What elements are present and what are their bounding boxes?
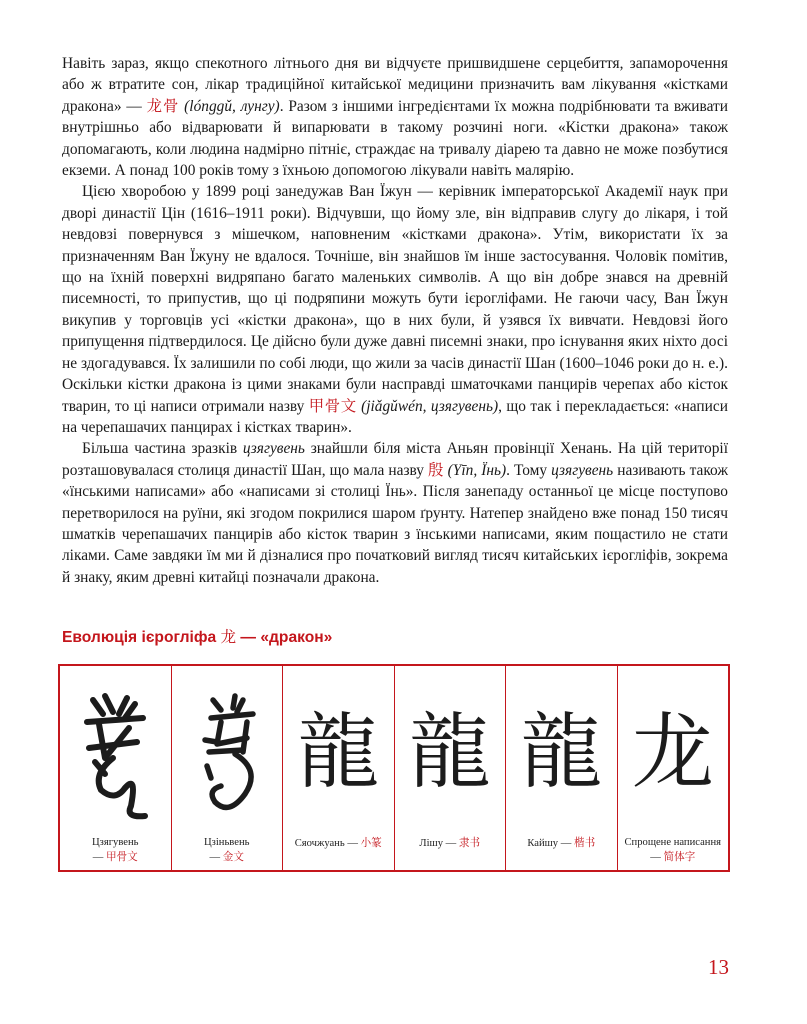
caption-jinwen: Цзіньвень — 金文 <box>204 837 250 863</box>
p2-text-b: , що так і перекладається: «написи на черепашачих панцирах і кістках тварин». <box>62 397 728 436</box>
p3-text-c: . Тому <box>506 461 552 479</box>
evolution-cell-kaishu <box>506 666 618 870</box>
paragraph-2 <box>62 181 728 438</box>
oracle-bone-dragon-glyph <box>60 678 171 828</box>
p3-hanzi: 殷 <box>428 461 444 479</box>
evolution-cell-xiaozhuan <box>283 666 395 870</box>
page-number: 13 <box>708 955 729 979</box>
p1-text-a: Навіть зараз, якщо спекотного літнього дня ви відчуєте пришвидшене серцебиття, запаморочення або ж втратите сон, лікар традиційної китайської медицини призначить вам лікування «кістками дракона» — <box>62 55 728 115</box>
p1-pinyin: (lónggǔ, лунгу) <box>179 97 280 115</box>
caption-xiaozhuan: Сяочжуань — 小篆 <box>294 837 382 849</box>
evolution-cell-simplified <box>618 666 729 870</box>
evolution-cell-jiaguwen <box>60 666 172 870</box>
p3-text-d: називають також «їнськими написами» або «написами зі столиці Їнь». Після занепаду останньої це місце поступово перетворилося на руїни, які згодом покрилися шаром ґрунту. Натепер знайдено вже понад 150 тисяч шматків черепашачих панцирів або кісток тварин з їнськими написами, яким пощастило не стати ліками. Саме завдяки їм ми й дізналися про початковий вигляд тисяч китайських ієрогліфів, зокрема й знаку, яким древні китайці позначали дракона. <box>62 461 728 586</box>
p3-term-1: цзягувень <box>242 440 305 458</box>
heading-suffix: — «дракон» <box>236 629 333 646</box>
script-hanzi: 楷书 <box>573 837 596 849</box>
p1-text-b: . Разом з іншими інгредієнтами їх можна подрібнювати та вживати внутрішньо або відварювати й випарювати в такому розчині ноги. «Кістки дракона» також допомагають, коли людина надмірно пітніє, страждає на тривалу діарею та давно не може позбутися екземи. А понад 100 років тому з їхньою допомогою лікували навіть малярію. <box>62 97 728 180</box>
heading-glyph: 龙 <box>220 628 237 646</box>
regular-script-dragon-glyph <box>506 678 617 828</box>
bronze-dragon-svg <box>177 678 277 828</box>
glyph-char: 龙 <box>631 705 714 800</box>
evolution-table <box>58 664 730 872</box>
caption-simplified: Спрощене написання — 简体字 <box>624 837 722 863</box>
script-name: Лішу <box>419 838 443 849</box>
script-hanzi: 简体字 <box>663 851 696 863</box>
evolution-cell-lishu <box>395 666 507 870</box>
evolution-cell-jinwen <box>172 666 284 870</box>
script-hanzi: 金文 <box>222 851 244 863</box>
script-hanzi: 甲骨文 <box>105 851 138 863</box>
heading-prefix: Еволюція ієрогліфа <box>62 629 221 646</box>
script-name: Кайшу <box>527 838 559 849</box>
simplified-dragon-glyph <box>618 678 729 828</box>
p2-hanzi: 甲骨文 <box>308 397 357 415</box>
caption-jiaguwen: Цзягувень — 甲骨文 <box>92 837 139 863</box>
p3-term-2: цзягувень <box>551 461 614 479</box>
caption-lishu: Лішу — 隶书 <box>419 837 481 849</box>
script-name: Сяочжуань <box>294 838 345 849</box>
script-name: Спрощене написання <box>624 837 722 848</box>
paragraph-1 <box>62 53 728 181</box>
glyph-char: 龍 <box>297 705 380 800</box>
p3-text-a: Більша частина зразків <box>82 440 243 458</box>
script-name: Цзягувень <box>92 837 139 848</box>
seal-script-dragon-glyph <box>283 678 394 828</box>
p3-pinyin: (Yīn, Їнь) <box>443 461 507 479</box>
p2-pinyin: (jiǎgǔwén, цзягувень) <box>356 397 499 415</box>
p3-text-b: знайшли біля міста Аньян провінції Хенань. На цій території розташовувалася столиця династії Шан, що мала назву <box>62 440 728 479</box>
script-hanzi: 隶书 <box>458 837 481 849</box>
glyph-char: 龍 <box>408 705 491 800</box>
p2-text-a: Цією хворобою у 1899 році занедужав Ван Їжун — керівник імператорської Академії наук при дворі династії Цін (1616–1911 роки). Відчувши, що йому зле, він відправив слугу до лікаря, і той невдовзі повернувся з мішечком, наповненим «кістками дракона». Утім, використати їх за призначенням Ван Їжуну не вдалося. Точніше, він знайшов їм інше застосування. Чоловік помітив, що на їхній поверхні видряпано багато маленьких символів. А що він добре знався на древній писемності, то припустив, що ці подряпини можуть бути ієрогліфами. Не гаючи часу, Ван Їжун викупив у торговців усі «кістки дракона», що в них були, й узявся їх вивчати. Невдовзі його припущення підтвердилося. Це дійсно були дуже давні писемні знаки, про існування яких ніхто досі не здогадувався. Їх залишили по собі люди, що жили за часів династії Шан (1600–1046 роки до н. е.). Оскільки кістки дракона із цими знаками були насправді шматочками панцирів черепах або кісток тварин, то ці написи отримали назву <box>62 183 728 415</box>
article-text <box>62 53 728 588</box>
bronze-dragon-glyph <box>172 678 283 828</box>
p1-hanzi: 龙骨 <box>146 97 180 115</box>
oracle-bone-dragon-svg <box>65 678 165 828</box>
clerical-script-dragon-glyph <box>395 678 506 828</box>
caption-kaishu: Кайшу — 楷书 <box>527 837 596 849</box>
script-hanzi: 小篆 <box>360 837 382 849</box>
glyph-char: 龍 <box>520 705 603 800</box>
section-heading <box>62 625 332 647</box>
script-name: Цзіньвень <box>204 837 250 848</box>
paragraph-3 <box>62 438 728 588</box>
